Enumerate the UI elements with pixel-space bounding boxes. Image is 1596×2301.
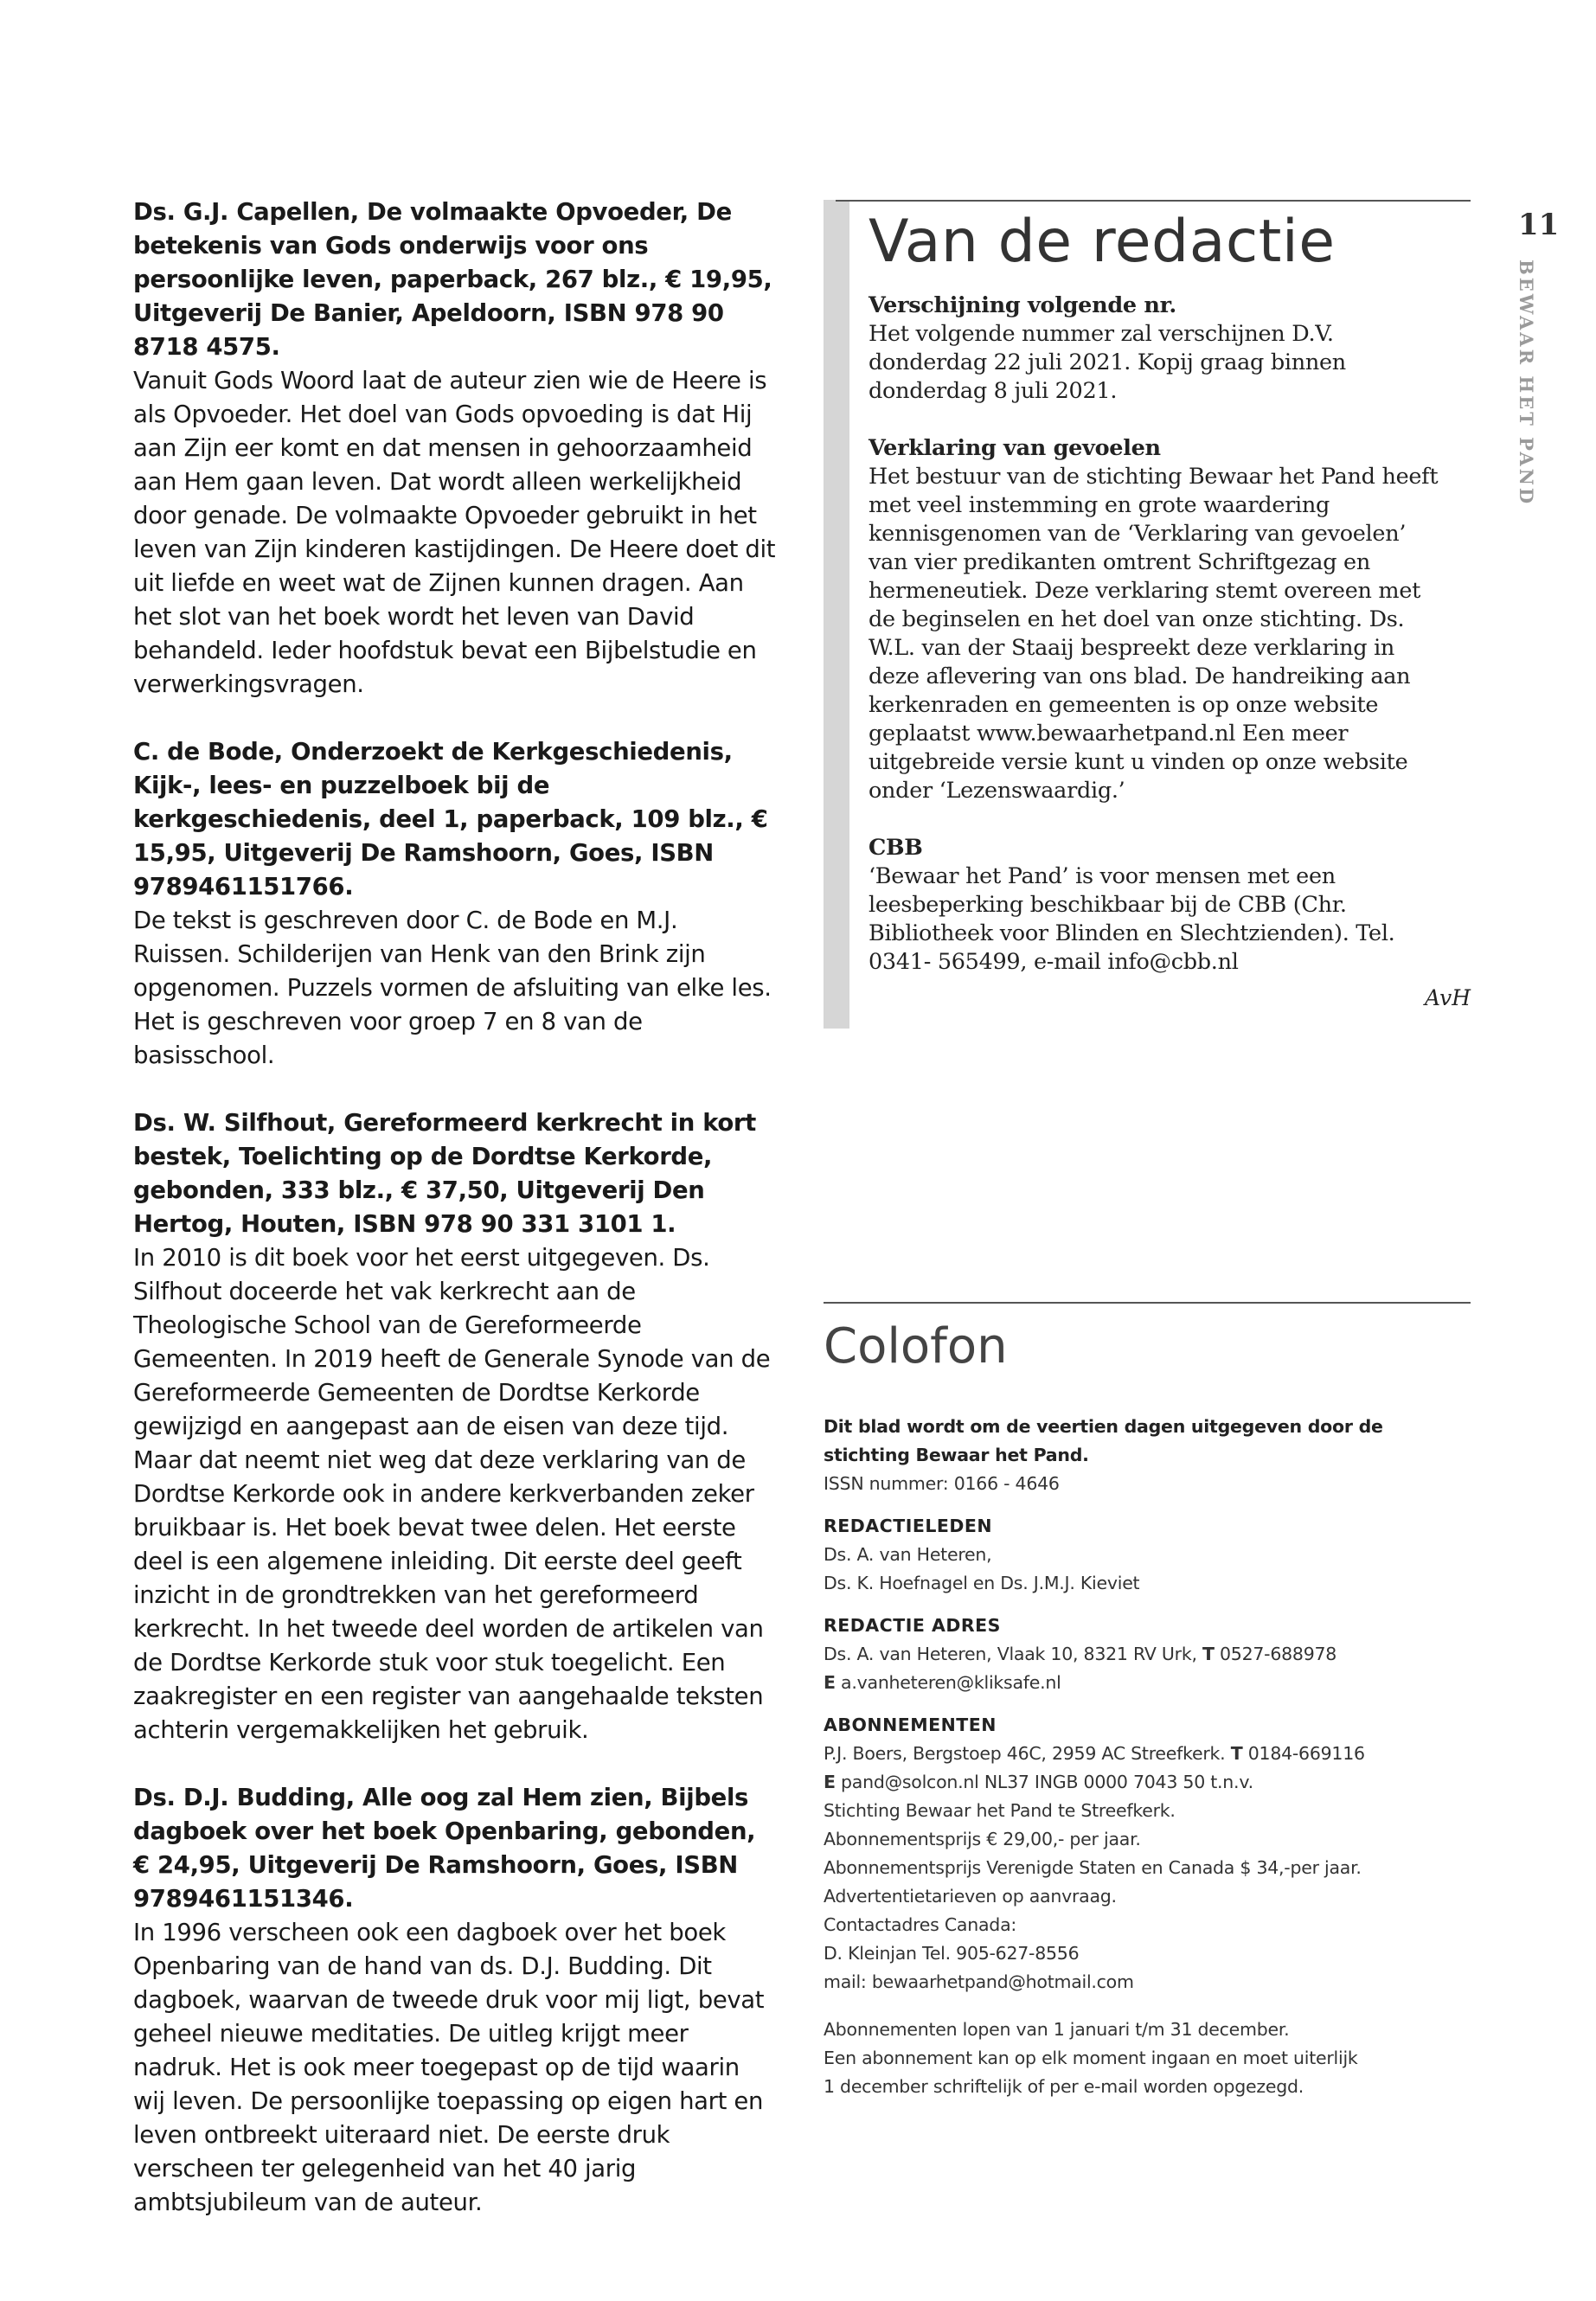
colofon-footer-line: Abonnementen lopen van 1 januari t/m 31 december.: [824, 2019, 1290, 2040]
book-review-body: In 2010 is dit boek voor het eerst uitgegeven. Ds. Silfhout doceerde het vak kerkrecht aan de Theologische School van de Gereformeerde Gemeenten. In 2019 heeft de Generale Synode van de Gereformeerde Gemeenten de Dordtse Kerkorde gewijzigd en aangepast aan de eisen van deze tijd. Maar dat neemt niet weg dat deze verklaring van de Dordtse Kerkorde ook in andere kerkverbanden zeker bruikbaar is. Het boek bevat twee delen. Het eerste deel is een algemene inleiding. Dit eerste deel geeft inzicht in de grondtrekken van het gereformeerd kerkrecht. In het tweede deel worden de artikelen van de Dordtse Kerkorde stuk voor stuk toegelicht. Een zaakregister en een register van aangehaalde teksten achterin vergemakkelijken het gebruik.: [133, 1244, 771, 1744]
spacer: [824, 1997, 1471, 2016]
redactie-section-heading: Verklaring van gevoelen: [869, 435, 1161, 461]
book-review: [133, 1106, 778, 1747]
redactie-section-heading: Verschijning volgende nr.: [869, 292, 1176, 318]
colofon-abonnementen-address-line: [824, 1740, 1471, 1768]
redactie-top-rule: [836, 200, 1471, 202]
colofon-heading-redactie-adres: REDACTIE ADRES: [824, 1615, 1001, 1636]
redactie-section: [869, 292, 1439, 406]
redactie-tel: 0527-688978: [1220, 1644, 1337, 1664]
colofon-line: mail: bewaarhetpand@hotmail.com: [824, 1971, 1134, 1992]
redactie-section-text: Het volgende nummer zal verschijnen D.V. donderdag 22 juli 2021. Kopij graag binnen donderdag 8 juli 2021.: [869, 321, 1346, 404]
book-review-body: Vanuit Gods Woord laat de auteur zien wie de Heere is als Opvoeder. Het doel van Gods opvoeding is dat Hij aan Zijn eer komt en dat mensen in gehoorzaamheid aan Hem gaan leven. Dat wordt alleen werkelijkheid door genade. De volmaakte Opvoeder gebruikt in het leven van Zijn kinderen kastijdingen. De Heere doet dit uit liefde en weet wat de Zijnen kunnen dragen. Aan het slot van het boek wordt het leven van David behandeld. Ieder hoofdstuk bevat een Bijbelstudie en verwerkingsvragen.: [133, 367, 776, 698]
colofon-line: Abonnementsprijs Verenigde Staten en Canada $ 34,-per jaar.: [824, 1857, 1362, 1878]
colofon-footer-line: Een abonnement kan op elk moment ingaan en moet uiterlijk: [824, 2048, 1358, 2068]
redactie-email: a.vanheteren@kliksafe.nl: [841, 1672, 1061, 1693]
colofon-line: Ds. K. Hoefnagel en Ds. J.M.J. Kieviet: [824, 1573, 1140, 1593]
colofon-line: D. Kleinjan Tel. 905-627-8556: [824, 1943, 1080, 1964]
email-label: E: [824, 1772, 836, 1792]
colofon-line: Ds. A. van Heteren,: [824, 1544, 992, 1565]
book-review-body: In 1996 verscheen ook een dagboek over het boek Openbaring van de hand van ds. D.J. Budding. Dit dagboek, waarvan de tweede druk voor mij ligt, bevat geheel nieuwe meditaties. De uitleg krijgt meer nadruk. Het is ook meer toegepast op de tijd waarin wij leven. De persoonlijke toepassing op eigen hart en leven ontbreekt uiteraard niet. De eerste druk verscheen ter gelegenheid van het 40 jarig ambtsjubileum van de auteur.: [133, 1919, 765, 2216]
colofon-footer-line: 1 december schriftelijk of per e-mail worden opgezegd.: [824, 2076, 1304, 2097]
colofon-content: [824, 1413, 1471, 2101]
book-review-title: Ds. D.J. Budding, Alle oog zal Hem zien, Bijbels dagboek over het boek Openbaring, gebonden, € 24,95, Uitgeverij De Ramshoorn, Goes, ISBN 9789461151346.: [133, 1784, 756, 1913]
tel-label: T: [1202, 1644, 1215, 1664]
colofon-redactie-email-line: [824, 1669, 1471, 1697]
book-review: [133, 1781, 778, 2220]
colofon-issn: ISSN nummer: 0166 - 4646: [824, 1473, 1060, 1494]
colofon-top-rule: [824, 1302, 1471, 1304]
colofon-line: Abonnementsprijs € 29,00,- per jaar.: [824, 1829, 1141, 1849]
tel-label: T: [1230, 1743, 1243, 1764]
abonnementen-address: P.J. Boers, Bergstoep 46C, 2959 AC Streefkerk.: [824, 1743, 1226, 1764]
redactie-section-heading: CBB: [869, 835, 923, 861]
redactie-section: [869, 834, 1439, 977]
colofon-line: Advertentietarieven op aanvraag.: [824, 1886, 1117, 1907]
book-review: [133, 195, 778, 702]
abonnementen-email-bank: pand@solcon.nl NL37 INGB 0000 7043 50 t.n.v.: [841, 1772, 1253, 1792]
redactie-side-bar: [824, 200, 849, 1029]
running-head: BEWAAR HET PAND: [1516, 260, 1537, 507]
colofon-title: Colofon: [824, 1318, 1008, 1375]
colofon-intro: Dit blad wordt om de veertien dagen uitgegeven door de stichting Bewaar het Pand.: [824, 1416, 1383, 1465]
redactie-signature: AvH: [1425, 985, 1471, 1010]
colofon-heading-abonnementen: ABONNEMENTEN: [824, 1715, 997, 1735]
book-review: [133, 735, 778, 1073]
colofon-abonnementen-email-line: [824, 1768, 1471, 1797]
book-review-body: De tekst is geschreven door C. de Bode en M.J. Ruissen. Schilderijen van Henk van den Brink zijn opgenomen. Puzzels vormen de afsluiting van elke les. Het is geschreven voor groep 7 en 8 van de basisschool.: [133, 907, 772, 1069]
colofon-heading-redactieleden: REDACTIELEDEN: [824, 1516, 993, 1536]
page-number: 11: [1518, 208, 1560, 242]
colofon-line: Stichting Bewaar het Pand te Streefkerk.: [824, 1800, 1176, 1821]
book-review-title: Ds. G.J. Capellen, De volmaakte Opvoeder, De betekenis van Gods onderwijs voor ons persoonlijke leven, paperback, 267 blz., € 19,95, Uitgeverij De Banier, Apeldoorn, ISBN 978 90 8718 4575.: [133, 198, 772, 361]
book-review-title: Ds. W. Silfhout, Gereformeerd kerkrecht in kort bestek, Toelichting op de Dordtse Kerkorde, gebonden, 333 blz., € 37,50, Uitgeverij Den Hertog, Houten, ISBN 978 90 331 3101 1.: [133, 1109, 756, 1238]
colofon-redactie-address-line: [824, 1640, 1471, 1669]
abonnementen-tel: 0184-669116: [1247, 1743, 1365, 1764]
book-review-title: C. de Bode, Onderzoekt de Kerkgeschiedenis, Kijk-, lees- en puzzelboek bij de kerkgeschiedenis, deel 1, paperback, 109 blz., € 15,95, Uitgeverij De Ramshoorn, Goes, ISBN 9789461151766.: [133, 738, 768, 901]
redactie-box: [824, 200, 1471, 1029]
redactie-title: Van de redactie: [869, 208, 1336, 276]
email-label: E: [824, 1672, 836, 1693]
redactie-address: Ds. A. van Heteren, Vlaak 10, 8321 RV Urk,: [824, 1644, 1197, 1664]
colofon-line: Contactadres Canada:: [824, 1914, 1017, 1935]
redactie-section: [869, 434, 1439, 805]
redactie-section-text: Het bestuur van de stichting Bewaar het Pand heeft met veel instemming en grote waardering kennisgenomen van de ‘Verklaring van gevoelen’ van vier predikanten omtrent Schriftgezag en hermeneutiek. Deze verklaring stemt overeen met de beginselen en het doel van onze stichting. Ds. W.L. van der Staaij bespreekt deze verklaring in deze aflevering van ons blad. De handreiking aan kerkenraden en gemeenten is op onze website geplaatst www.bewaarhetpand.nl Een meer uitgebreide versie kunt u vinden op onze website onder ‘Lezenswaardig.’: [869, 464, 1439, 804]
book-reviews-column: [133, 195, 778, 2253]
redactie-content: [869, 292, 1439, 1005]
redactie-section-text: ‘Bewaar het Pand’ is voor mensen met een leesbeperking beschikbaar bij de CBB (Chr. Bibliotheek voor Blinden en Slechtzienden). Tel. 0341- 565499, e-mail info@cbb.nl: [869, 863, 1395, 975]
